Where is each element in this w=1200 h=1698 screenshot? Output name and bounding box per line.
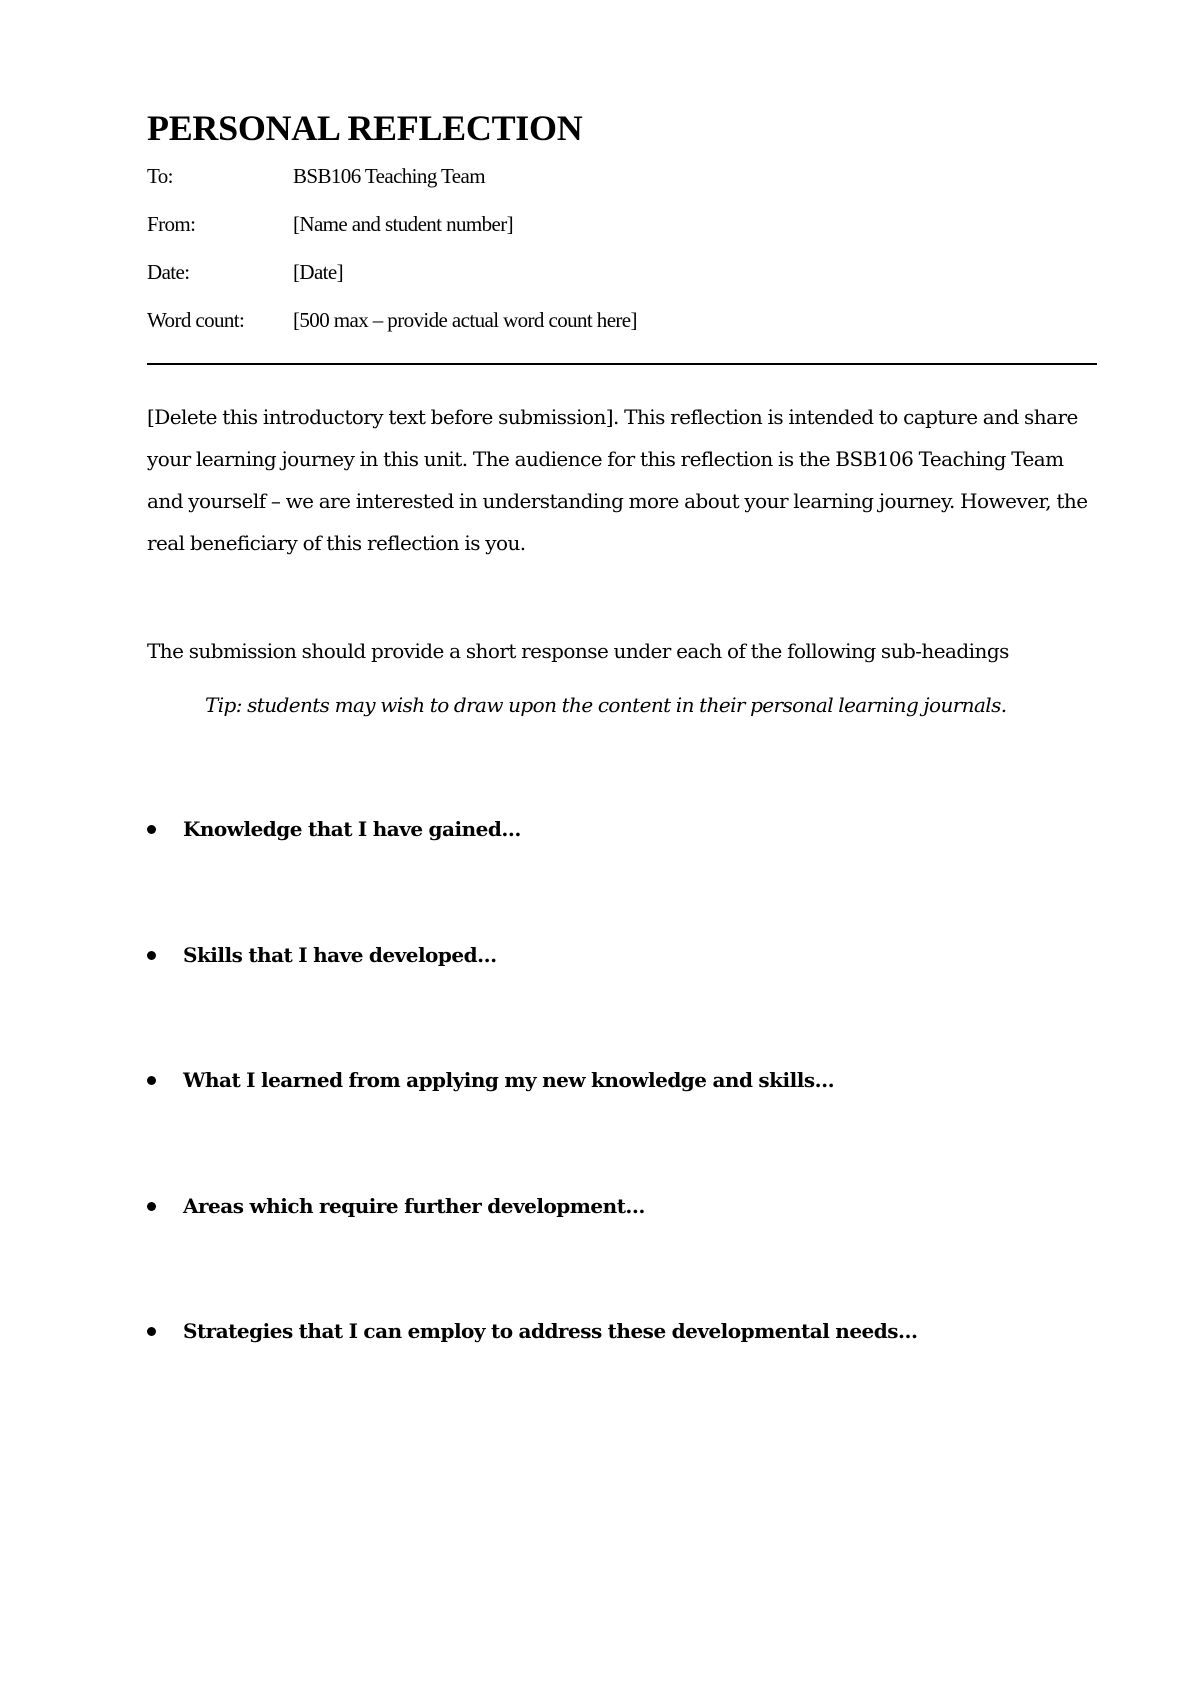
memo-row-date <box>147 252 1097 300</box>
memo-value: [500 max – provide actual word count here] <box>293 308 637 332</box>
memo-value: [Name and student number] <box>293 212 514 236</box>
list-item <box>147 1063 1097 1189</box>
bullet-icon <box>147 825 156 834</box>
submission-instructions: The submission should provide a short response under each of the following sub-headings <box>147 639 1009 663</box>
memo-row-from <box>147 204 1097 252</box>
subheading-text: What I learned from applying my new knowledge and skills… <box>183 1068 835 1092</box>
list-item <box>147 812 1097 938</box>
bullet-icon <box>147 1327 156 1336</box>
document-title: PERSONAL REFLECTION <box>147 108 583 148</box>
memo-row-to <box>147 156 1097 204</box>
subheading-text: Knowledge that I have gained… <box>183 817 521 841</box>
intro-paragraph: [Delete this introductory text before submission]. This reflection is intended to capture and share your learning journey in this unit. The audience for this reflection is the BSB106 Teaching Team and yourself – we are interested in understanding more about your learning journey. However, the real beneficiary of this reflection is you. <box>147 405 1088 555</box>
memo-row-word-count <box>147 300 1097 348</box>
subheading-text: Strategies that I can employ to address these developmental needs… <box>183 1319 918 1343</box>
tip-text: Tip: students may wish to draw upon the content in their personal learning journals. <box>205 693 1007 717</box>
subheading-text: Areas which require further development… <box>183 1193 645 1218</box>
subheading-list <box>147 812 1097 1440</box>
list-item <box>147 1189 1097 1315</box>
document-page <box>147 0 1097 1698</box>
memo-header <box>147 156 1097 348</box>
bullet-icon <box>147 1202 156 1211</box>
horizontal-rule <box>147 363 1097 365</box>
bullet-icon <box>147 951 156 960</box>
list-item <box>147 1314 1097 1440</box>
memo-value: [Date] <box>293 260 344 284</box>
bullet-icon <box>147 1076 156 1085</box>
memo-label: Word count: <box>147 308 245 332</box>
memo-label: From: <box>147 212 196 236</box>
memo-label: To: <box>147 164 173 188</box>
list-item <box>147 938 1097 1064</box>
subheading-text: Skills that I have developed… <box>183 942 497 967</box>
memo-value: BSB106 Teaching Team <box>293 164 485 188</box>
memo-label: Date: <box>147 260 190 284</box>
